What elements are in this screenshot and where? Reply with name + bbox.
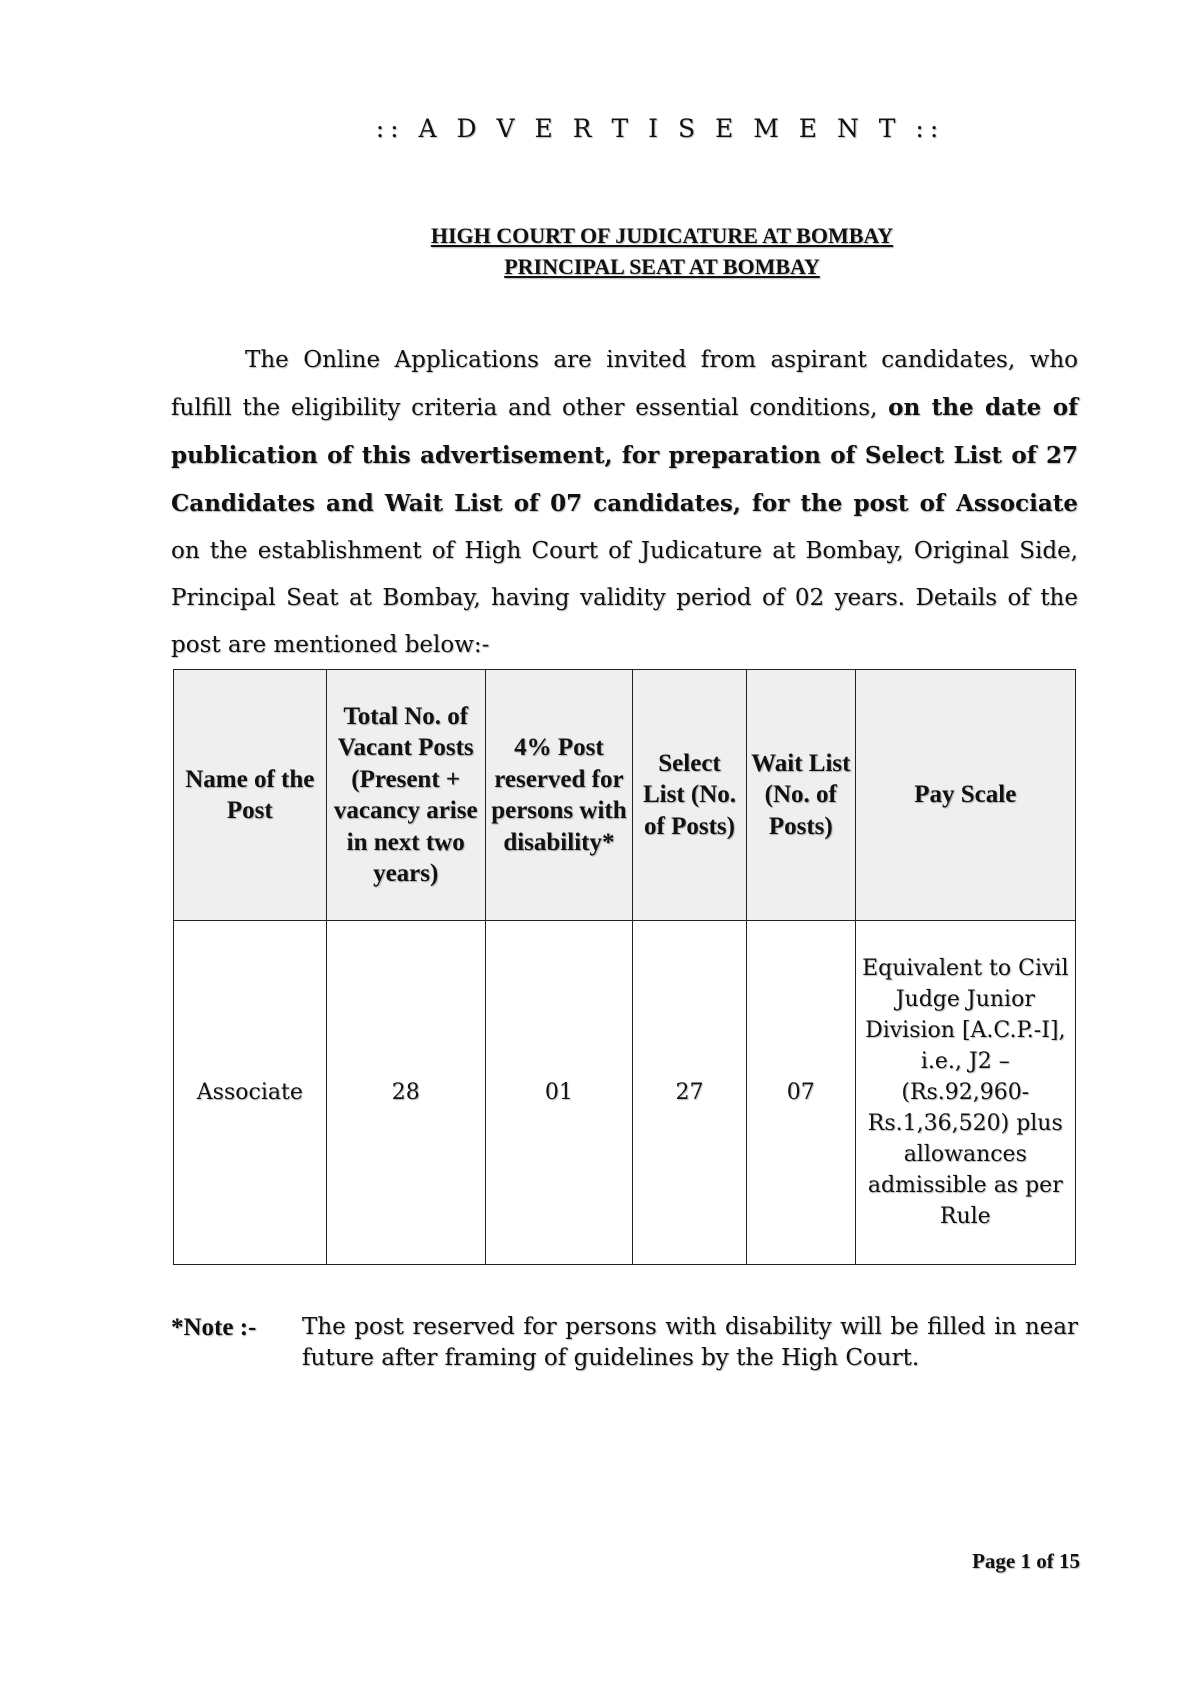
page-number: Page 1 of 15 xyxy=(972,1549,1080,1573)
table-row xyxy=(174,921,1076,1265)
court-heading xyxy=(372,220,952,282)
header-total-vacant-posts: Total No. of Vacant Posts (Present + vacancy arise in next two years) xyxy=(326,670,485,921)
cell-post-name: Associate xyxy=(174,921,327,1265)
cell-wait-list: 07 xyxy=(747,921,856,1265)
intro-text-part-2: on the establishment of High Court of Judicature at Bombay, Original Side, Principal Seat at Bombay, having validity period of 02 years. Details of the post are mentioned below:- xyxy=(171,538,1078,658)
header-name-of-post: Name of the Post xyxy=(174,670,327,921)
note-text: The post reserved for persons with disability will be filled in near future after framing of guidelines by the High Court. xyxy=(302,1314,1078,1371)
intro-text-bold: on the date of publication of this advertisement, for preparation of Select List of 27 Candidates and Wait List of 07 candidates, for the post of Associate xyxy=(171,394,1078,517)
header-wait-list: Wait List (No. of Posts) xyxy=(747,670,856,921)
header-select-list: Select List (No. of Posts) xyxy=(633,670,747,921)
cell-reserved: 01 xyxy=(485,921,632,1265)
note-label: *Note :- xyxy=(171,1314,257,1341)
advertisement-title: :: A D V E R T I S E M E N T :: xyxy=(375,114,945,143)
cell-select-list: 27 xyxy=(633,921,747,1265)
intro-text-part-1: The Online Applications are invited from aspirant candidates, who fulfill the eligibility criteria and other essential conditions, xyxy=(171,347,1078,421)
header-pay-scale: Pay Scale xyxy=(855,670,1075,921)
cell-total-vacant: 28 xyxy=(326,921,485,1265)
posts-table xyxy=(173,669,1076,1265)
header-reserved-disability: 4% Post reserved for persons with disability* xyxy=(485,670,632,921)
court-heading-line-1: HIGH COURT OF JUDICATURE AT BOMBAY xyxy=(430,223,894,248)
intro-paragraph xyxy=(171,337,1078,669)
table-header-row xyxy=(174,670,1076,921)
court-heading-line-2: PRINCIPAL SEAT AT BOMBAY xyxy=(504,254,820,279)
cell-pay-scale: Equivalent to Civil Judge Junior Division [A.C.P.-I], i.e., J2 – (Rs.92,960-Rs.1,36,520) plus allowances admissible as per Rule xyxy=(855,921,1075,1265)
